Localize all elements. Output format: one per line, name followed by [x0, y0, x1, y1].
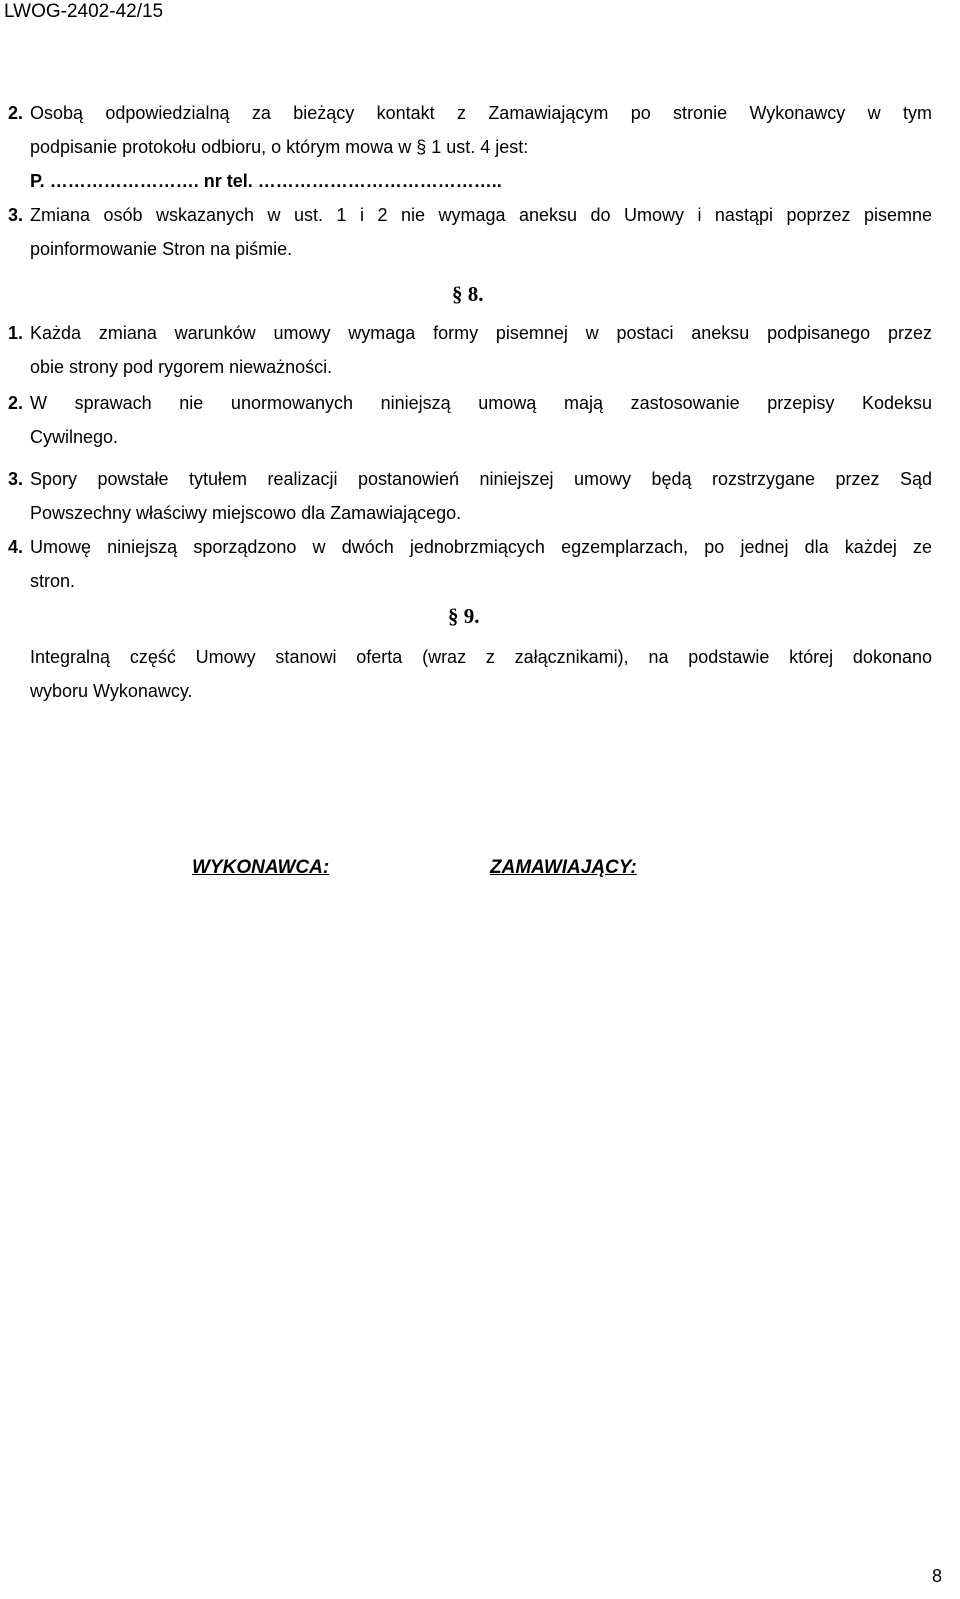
paragraph-line: Spory powstałe tytułem realizacji postanowień niniejszej umowy będą rozstrzygane przez Sąd	[30, 469, 932, 489]
page-number: 8	[931, 1566, 942, 1586]
phone-label: nr tel.	[203, 171, 253, 191]
section-heading-9: § 9.	[448, 604, 480, 628]
paragraph-number: 1.	[8, 323, 24, 343]
paragraph-line: Cywilnego.	[30, 427, 119, 447]
paragraph-8-2	[8, 386, 932, 454]
paragraph-line: obie strony pod rygorem nieważności.	[30, 357, 333, 377]
paragraph-line: Zmiana osób wskazanych w ust. 1 i 2 nie wymaga aneksu do Umowy i nastąpi poprzez pisemne	[30, 205, 932, 225]
paragraph-number: 2.	[8, 393, 24, 413]
paragraph-line: Umowę niniejszą sporządzono w dwóch jednobrzmiących egzemplarzach, po jednej dla każdej ze	[30, 537, 932, 557]
paragraph-number: 3.	[8, 205, 24, 225]
paragraph-line: podpisanie protokołu odbioru, o którym mowa w § 1 ust. 4 jest:	[30, 137, 529, 157]
paragraph-line: Osobą odpowiedzialną za bieżący kontakt z Zamawiającym po stronie Wykonawcy w tym	[30, 103, 932, 123]
paragraph-line: W sprawach nie unormowanych niniejszą umową mają zastosowanie przepisy Kodeksu	[30, 393, 932, 413]
paragraph-7-3	[8, 198, 932, 266]
client-signature-label: ZAMAWIAJĄCY:	[490, 857, 637, 878]
paragraph-8-1	[8, 316, 932, 384]
paragraph-line: wyboru Wykonawcy.	[30, 681, 193, 701]
paragraph-9	[30, 640, 932, 708]
paragraph-7-2	[8, 96, 932, 198]
paragraph-number: 2.	[8, 103, 24, 123]
paragraph-8-3	[8, 462, 932, 530]
paragraph-line: Powszechny właściwy miejscowo dla Zamawiającego.	[30, 503, 462, 523]
paragraph-line: stron.	[30, 571, 76, 591]
document-code: LWOG-2402-42/15	[4, 1, 164, 22]
paragraph-line: Każda zmiana warunków umowy wymaga formy pisemnej w postaci aneksu podpisanego przez	[30, 323, 932, 343]
contractor-signature-label: WYKONAWCA:	[192, 857, 330, 878]
contact-person-placeholder: P. …………………….	[30, 171, 199, 191]
paragraph-line: poinformowanie Stron na piśmie.	[30, 239, 293, 259]
phone-placeholder: …………………………………..	[257, 171, 502, 191]
paragraph-number: 4.	[8, 537, 24, 557]
paragraph-8-4	[8, 530, 932, 598]
paragraph-number: 3.	[8, 469, 24, 489]
section-heading-8: § 8.	[452, 282, 484, 306]
contact-person-line	[30, 164, 932, 198]
paragraph-line: Integralną część Umowy stanowi oferta (wraz z załącznikami), na podstawie której dokonano	[30, 647, 932, 667]
